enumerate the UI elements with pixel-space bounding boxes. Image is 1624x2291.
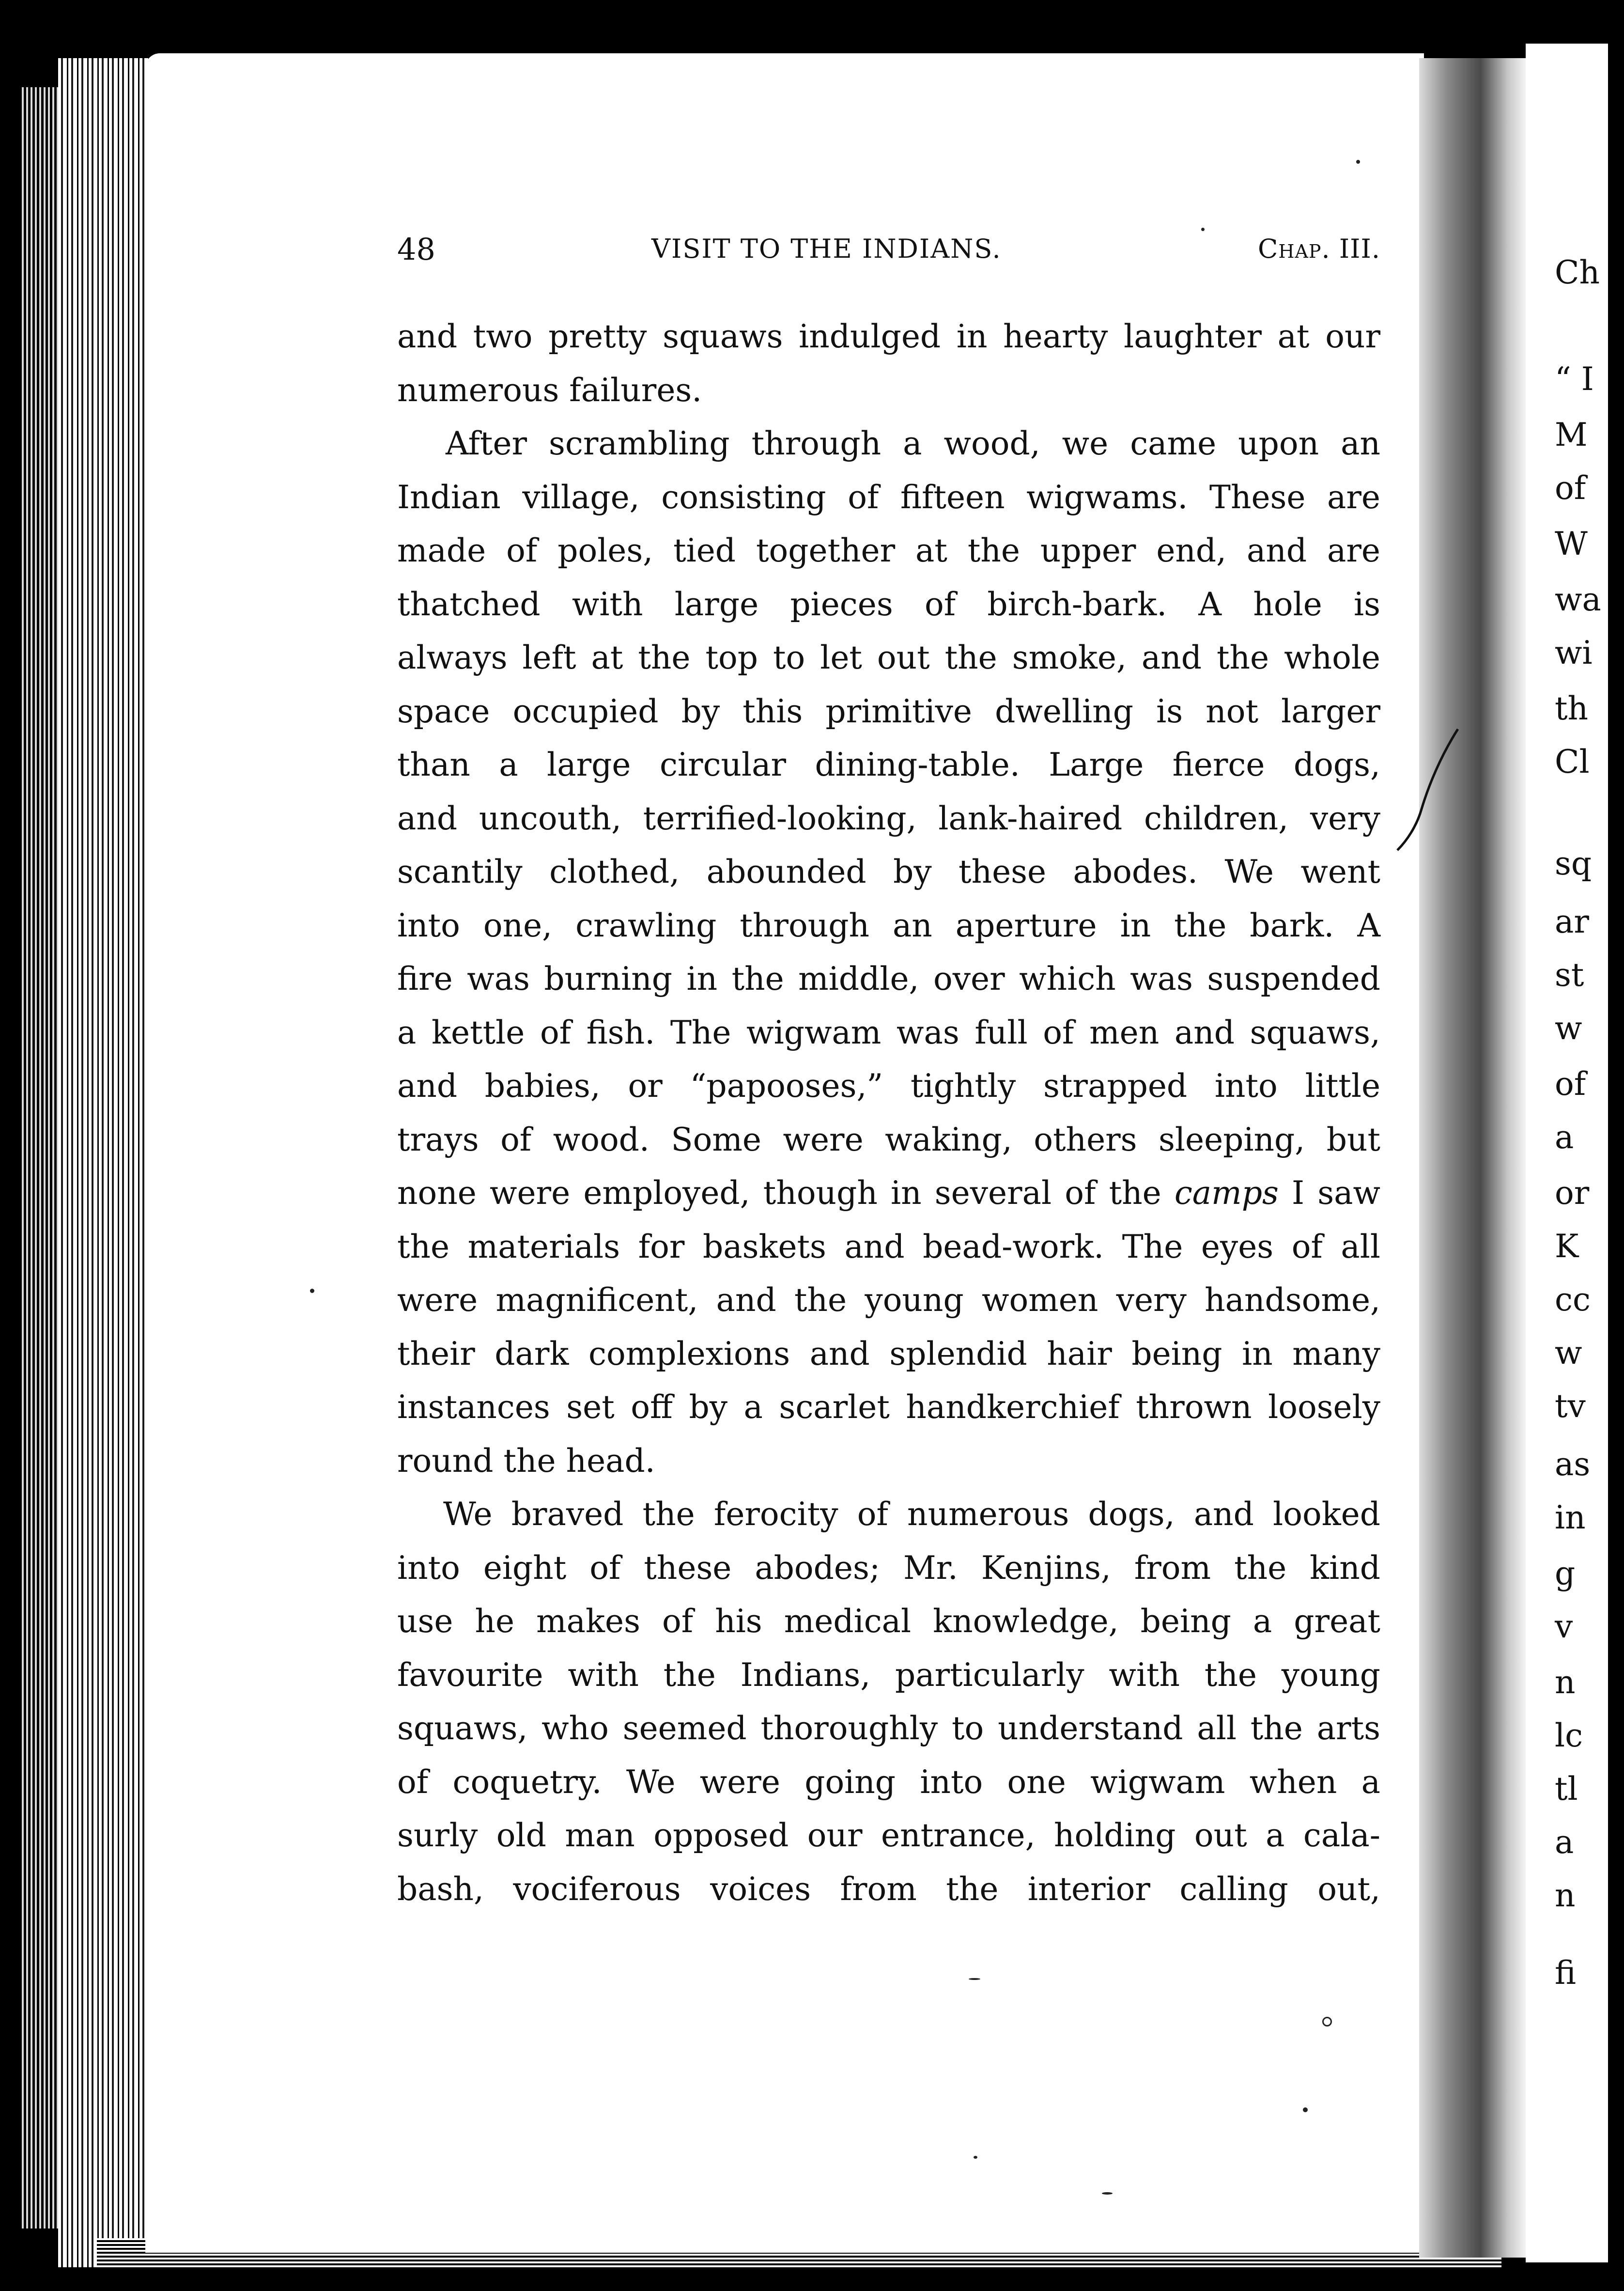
scan-speck xyxy=(1322,2017,1332,2026)
text-line: squaws, who seemed thoroughly to understand all the arts xyxy=(397,1710,1380,1747)
facing-page-text-fragment: Cl xyxy=(1555,743,1590,780)
facing-page-text-fragment: a xyxy=(1555,1119,1574,1156)
facing-page-text-fragment: Ch xyxy=(1555,254,1600,291)
facing-page-text-fragment: fi xyxy=(1555,1954,1577,1992)
scan-speck xyxy=(310,1289,314,1293)
scan-speck xyxy=(974,2156,977,2159)
facing-page-text-fragment: w xyxy=(1555,1010,1582,1047)
text-line: were magnificent, and the young women very handsome, xyxy=(397,1281,1380,1319)
scan-speck xyxy=(1102,2192,1113,2195)
facing-page-text-fragment: st xyxy=(1555,956,1584,994)
scan-speck xyxy=(1356,160,1360,164)
chapter-label: Chap. III. xyxy=(1258,234,1380,264)
text-line: favourite with the Indians, particularly with the young xyxy=(397,1656,1380,1694)
facing-page-text-fragment: of xyxy=(1555,469,1586,507)
facing-page-text-fragment: K xyxy=(1555,1228,1579,1265)
scan-speck xyxy=(969,1978,980,1980)
facing-page-text-fragment: n xyxy=(1555,1877,1576,1914)
paragraph-3 xyxy=(397,1488,1380,1916)
text-line: Indian village, consisting of fifteen wigwams. These are xyxy=(397,478,1380,516)
text-line: than a large circular dining-table. Large fierce dogs, xyxy=(397,746,1380,783)
facing-page-text-fragment: n xyxy=(1555,1664,1576,1701)
facing-page-text-fragment: tv xyxy=(1555,1387,1586,1425)
text-line: the materials for baskets and bead-work. The eyes of all xyxy=(397,1228,1380,1265)
text-line: numerous failures. xyxy=(397,371,702,409)
text-line: into eight of these abodes; Mr. Kenjins, from the kind xyxy=(397,1549,1380,1587)
text-line: instances set off by a scarlet handkerchief thrown loosely xyxy=(397,1388,1380,1426)
text-line: thatched with large pieces of birch-bark. A hole is xyxy=(397,585,1380,623)
running-title: VISIT TO THE INDIANS. xyxy=(651,234,1002,264)
body-text xyxy=(397,310,1380,1916)
text-line: made of poles, tied together at the upper end, and are xyxy=(397,532,1380,569)
text-fragment: I saw xyxy=(1278,1174,1380,1212)
binding-gutter xyxy=(1419,58,1531,2258)
text-line: bash, vociferous voices from the interior calling out, xyxy=(397,1870,1380,1908)
text-line: round the head. xyxy=(397,1442,655,1480)
text-line: We braved the ferocity of numerous dogs, and looked xyxy=(443,1496,1380,1533)
text-line: of coquetry. We were going into one wigwam when a xyxy=(397,1763,1380,1801)
text-line: a kettle of fish. The wigwam was full of men and squaws, xyxy=(397,1013,1380,1051)
text-line: and two pretty squaws indulged in hearty laughter at our xyxy=(397,318,1380,355)
text-line: their dark complexions and splendid hair being in many xyxy=(397,1335,1380,1372)
italic-word: camps xyxy=(1174,1174,1279,1212)
page-number: 48 xyxy=(397,232,435,267)
facing-page-text-fragment: v xyxy=(1555,1608,1573,1645)
text-line: trays of wood. Some were waking, others sleeping, but xyxy=(397,1121,1380,1158)
text-line-camps xyxy=(397,1167,1380,1220)
facing-page-text-fragment: M xyxy=(1555,416,1588,453)
facing-page-text-fragment: lc xyxy=(1555,1717,1583,1754)
text-line: always left at the top to let out the smoke, and the whole xyxy=(397,639,1380,676)
paragraph-2 xyxy=(397,417,1380,1488)
stray-pen-mark xyxy=(1395,727,1463,853)
facing-page-text-fragment: a xyxy=(1555,1823,1574,1861)
facing-page-text-fragment: sq xyxy=(1555,845,1592,882)
facing-page-text-fragment: of xyxy=(1555,1065,1586,1103)
paragraph-1 xyxy=(397,310,1380,417)
text-line: fire was burning in the middle, over which was suspended xyxy=(397,960,1380,997)
page-stack-left-edges xyxy=(58,58,150,2267)
text-line: and babies, or “papooses,” tightly strapped into little xyxy=(397,1067,1380,1105)
text-line: space occupied by this primitive dwelling is not larger xyxy=(397,692,1380,730)
facing-page-text-fragment: wa xyxy=(1555,581,1601,618)
text-line: and uncouth, terrified-looking, lank-haired children, very xyxy=(397,799,1380,837)
facing-page-text-fragment: or xyxy=(1555,1174,1590,1212)
text-line: into one, crawling through an aperture in the bark. A xyxy=(397,906,1380,944)
text-line: use he makes of his medical knowledge, being a great xyxy=(397,1603,1380,1640)
facing-page-text-fragment: th xyxy=(1555,690,1589,727)
text-line: scantily clothed, abounded by these abodes. We went xyxy=(397,853,1380,890)
facing-page-text-fragment: wi xyxy=(1555,634,1593,671)
running-header xyxy=(397,232,1380,270)
facing-page-text-fragment: g xyxy=(1555,1555,1576,1592)
scan-speck xyxy=(1303,2107,1308,2112)
facing-page-strip xyxy=(1526,44,1608,2262)
text-line: surly old man opposed our entrance, holding out a cala- xyxy=(397,1817,1380,1854)
facing-page-text-fragment: tl xyxy=(1555,1770,1578,1808)
facing-page-text-fragment: as xyxy=(1555,1446,1591,1483)
facing-page-text-fragment: “ I xyxy=(1555,360,1594,398)
facing-page-text-fragment: cc xyxy=(1555,1281,1591,1318)
facing-page-text-fragment: ar xyxy=(1555,903,1589,940)
text-line: After scrambling through a wood, we came upon an xyxy=(446,425,1380,462)
facing-page-text-fragment: w xyxy=(1555,1334,1582,1371)
facing-page-text-fragment: in xyxy=(1555,1499,1586,1536)
scan-speck xyxy=(1201,228,1205,231)
page-stack-shadow xyxy=(19,87,63,2229)
facing-page-text-fragment: W xyxy=(1555,525,1588,562)
text-fragment: none were employed, though in several of the xyxy=(397,1174,1175,1212)
